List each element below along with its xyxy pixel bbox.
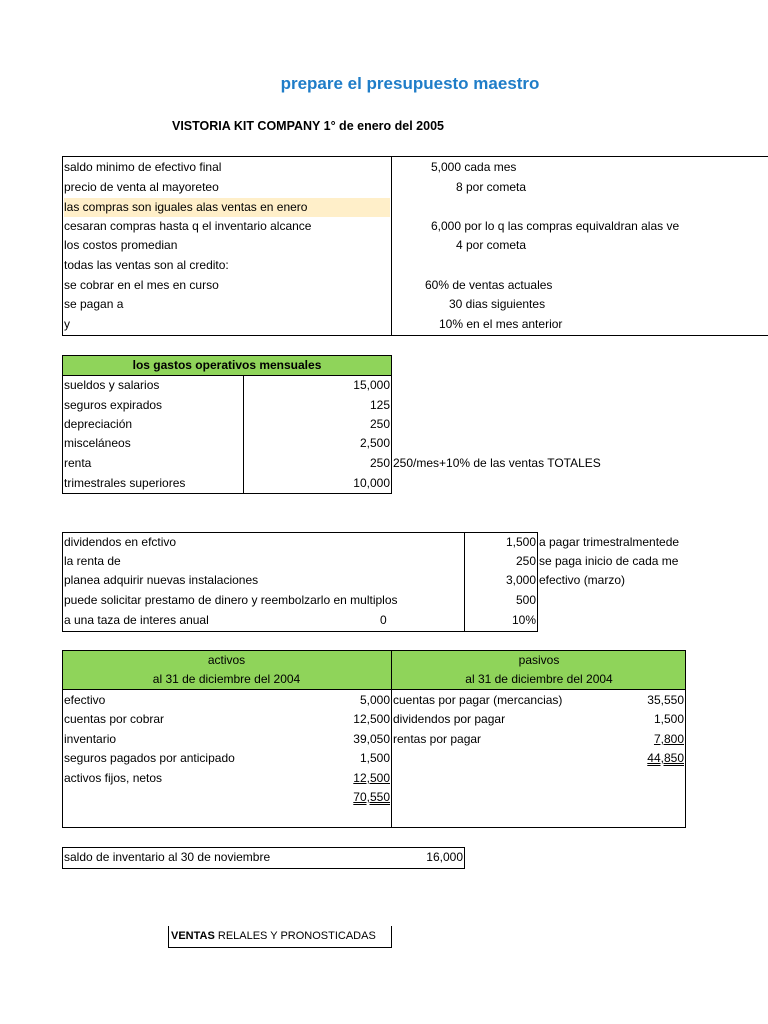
other-note: a pagar trimestralmentede [539,535,680,549]
expense-value: 10,000 [353,476,390,490]
policy-value: 4 por cometa [456,238,527,252]
expense-value: 2,500 [359,436,390,450]
other-value: 3,000 [505,573,536,587]
policy-value: 6,000 por lo q las compras equivaldran alas ve [431,219,680,233]
inventory-label: saldo de inventario al 30 de noviembre [64,850,271,864]
assets-total: 70,550 [353,790,390,804]
policy-value: 10% en el mes anterior [439,317,563,331]
assets-date: al 31 de diciembre del 2004 [152,672,301,686]
other-note: efectivo (marzo) [539,573,626,587]
policy-value: 5,000 cada mes [431,160,517,174]
other-label: planea adquirir nuevas instalaciones [64,573,259,587]
policies-divider [391,156,392,336]
policies-bottom-border [62,335,768,336]
liability-label: rentas por pagar [393,732,482,746]
liability-value: 7,800 [653,732,684,746]
expense-label: depreciación [64,417,133,431]
liability-value: 1,500 [653,712,684,726]
policy-label: todas las ventas son al credito: [64,258,229,272]
policy-label: saldo minimo de efectivo final [64,160,222,174]
asset-value: 39,050 [353,732,390,746]
expenses-divider [243,375,244,494]
liabilities-total: 44,850 [647,751,684,765]
policies-top-border [62,156,768,157]
liabilities-header: pasivos [518,653,560,667]
asset-label: activos fijos, netos [64,771,163,785]
policy-label: las compras son iguales alas ventas en enero [64,200,308,214]
policy-label: se cobrar en el mes en curso [64,278,219,292]
sales-header-bold: VENTAS [171,930,215,942]
policy-value: 8 por cometa [456,180,527,194]
expense-label: sueldos y salarios [64,378,160,392]
other-value: 250 [515,554,536,568]
other-value: 500 [515,593,536,607]
other-items-divider [464,532,465,632]
expense-label: misceláneos [64,436,131,450]
inventory-value: 16,000 [426,850,463,864]
expense-note: 250/mes+10% de las ventas TOTALES [393,456,601,470]
liability-value: 35,550 [647,693,684,707]
other-value: 10% [511,613,536,627]
other-note: se paga inicio de cada me [539,554,679,568]
expenses-header-label: los gastos operativos mensuales [132,358,322,372]
page-title: prepare el presupuesto maestro [280,74,540,93]
expense-label: trimestrales superiores [64,476,186,490]
policy-label: los costos promedian [64,238,178,252]
other-label: dividendos en efctivo [64,535,177,549]
expense-value: 250 [369,417,390,431]
other-value: 1,500 [505,535,536,549]
policy-label: precio de venta al mayoreteo [64,180,219,194]
expense-label: renta [64,456,92,470]
expense-label: seguros expirados [64,398,163,412]
liability-label: cuentas por pagar (mercancias) [393,693,563,707]
expense-value: 250 [369,456,390,470]
policies-left-border [62,156,63,336]
policy-label: cesaran compras hasta q el inventario alcance [64,219,312,233]
expense-value: 15,000 [353,378,390,392]
assets-header: activos [207,653,246,667]
liabilities-date: al 31 de diciembre del 2004 [465,672,613,686]
expense-value: 125 [369,398,390,412]
other-label: puede solicitar prestamo de dinero y reembolzarlo en multiplos [64,593,398,607]
other-label: a una taza de interes anual [64,613,209,627]
other-label: la renta de [64,554,121,568]
asset-value: 12,500 [353,771,390,785]
asset-label: cuentas por cobrar [64,712,165,726]
asset-value: 1,500 [359,751,390,765]
liability-label: dividendos por pagar [393,712,506,726]
asset-label: seguros pagados por anticipado [64,751,235,765]
asset-label: efectivo [64,693,106,707]
policy-label: y [64,317,70,331]
policy-value: 30 dias siguientes [449,297,546,311]
policy-value: 60% de ventas actuales [425,278,553,292]
other-mid-value: 0 [380,613,387,627]
policy-label: se pagan a [64,297,124,311]
company-subtitle: VISTORIA KIT COMPANY 1° de enero del 2005 [172,119,444,133]
asset-value: 12,500 [353,712,390,726]
asset-value: 5,000 [359,693,390,707]
sales-header-rest: RELALES Y PRONOSTICADAS [214,930,376,942]
asset-label: inventario [64,732,117,746]
